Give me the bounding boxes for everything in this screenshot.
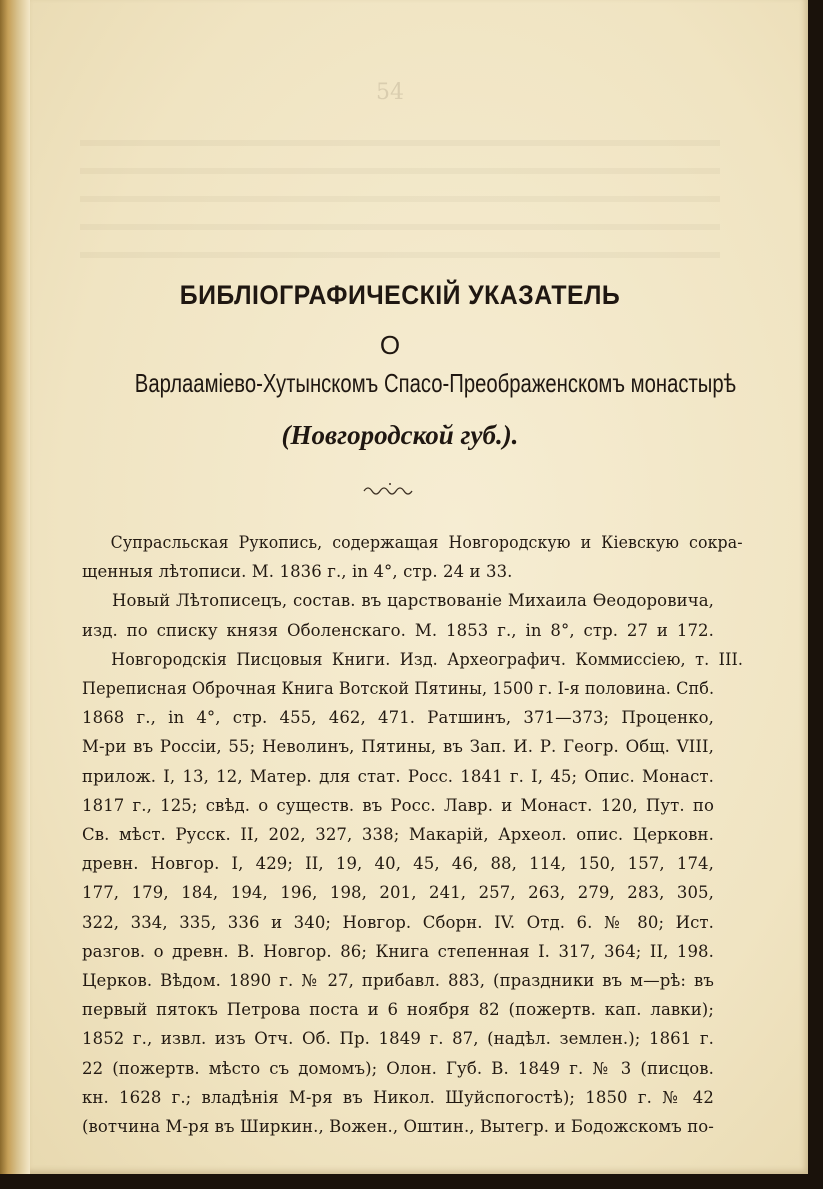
page-number-show-through: 54	[376, 80, 404, 105]
scan-background-bottom	[0, 1174, 823, 1189]
title-connector: О	[379, 330, 401, 360]
entry-line: (вотчина М-ря въ Ширкин., Вожен., Оштин., Вытегр. и Бодожскомъ по-	[82, 1117, 714, 1137]
entry-line: кн. 1628 г.; владѣнiя М-ря въ Никол. Шуйспогостѣ); 1850 г. № 42	[82, 1087, 714, 1107]
entry-line: 1817 г., 125; свѣд. о существ. въ Росс. Лавр. и Монаст. 120, Пут. по	[82, 795, 714, 815]
entry-line: щенныя лѣтописи. М. 1836 г., in 4°, стр. 24 и 33.	[82, 562, 513, 582]
show-through-line	[80, 196, 720, 202]
book-binding-gutter	[0, 0, 30, 1189]
bibliography-entry	[82, 586, 714, 644]
entry-line: Переписная Оброчная Книга Вотской Пятины, 1500 г. I-я половина. Спб.	[82, 679, 715, 699]
show-through-line	[80, 224, 720, 230]
bibliography-entry	[82, 528, 743, 586]
entry-line: 1852 г., извл. изъ Отч. Об. Пр. 1849 г. 87, (надѣл. землен.); 1861 г.	[82, 1029, 714, 1049]
entry-line: Супрасльская Рукопись, содержащая Новгородскую и Кiевскую сокра-	[110, 533, 743, 552]
bibliography-body	[82, 528, 744, 1141]
entry-line: Новый Лѣтописецъ, состав. въ царствованiе Михаила Ѳеодоровича,	[112, 591, 714, 611]
entry-line: разгов. о древн. В. Новгор. 86; Книга степенная I. 317, 364; II, 198.	[82, 941, 714, 961]
show-through-line	[80, 168, 720, 174]
entry-line: 1868 г., in 4°, стр. 455, 462, 471. Ратшинъ, 371—373; Проценко,	[82, 708, 714, 728]
bibliography-entry	[82, 645, 744, 1141]
entry-line: М-ри въ Россiи, 55; Неволинъ, Пятины, въ Зап. И. Р. Геогр. Общ. VIII,	[82, 737, 714, 757]
subject-heading: Варлаамiево-Хутынскомъ Спасо-Преображенскомъ монастырѣ	[134, 368, 737, 398]
entry-line: Церков. Вѣдом. 1890 г. № 27, прибавл. 883, (праздники въ м—рѣ: въ	[82, 971, 714, 991]
tilde-ornament-icon	[360, 482, 420, 496]
entry-line: древн. Новгор. I, 429; II, 19, 40, 45, 46, 88, 114, 150, 157, 174,	[82, 854, 714, 874]
entry-line: Новгородскiя Писцовыя Книги. Изд. Археографич. Коммиссiею, т. III.	[111, 649, 744, 669]
entry-line: 177, 179, 184, 194, 196, 198, 201, 241, 257, 263, 279, 283, 305,	[82, 883, 714, 903]
region-heading: (Новгородской губ.).	[281, 420, 519, 450]
entry-line: Св. мѣст. Русск. II, 202, 327, 338; Макарiй, Археол. опис. Церковн.	[82, 825, 714, 845]
entry-line: первый пятокъ Петрова поста и 6 ноября 82 (пожертв. кап. лавки);	[82, 1000, 714, 1020]
entry-line: 22 (пожертв. мѣсто съ домомъ); Олон. Губ. В. 1849 г. № 3 (писцов.	[82, 1058, 714, 1078]
scan-background-right	[808, 0, 823, 1189]
page-title: БИБЛIОГРАФИЧЕСКIЙ УКАЗАТЕЛЬ	[179, 280, 621, 310]
entry-line: изд. по списку князя Оболенскаго. М. 1853 г., in 8°, стр. 27 и 172.	[82, 620, 714, 640]
show-through-line	[80, 252, 720, 258]
entry-line: прилож. I, 13, 12, Матер. для стат. Росс. 1841 г. I, 45; Опис. Монаст.	[82, 766, 714, 786]
show-through-line	[80, 140, 720, 146]
entry-line: 322, 334, 335, 336 и 340; Новгор. Сборн. IV. Отд. 6. № 80; Ист.	[82, 912, 714, 932]
